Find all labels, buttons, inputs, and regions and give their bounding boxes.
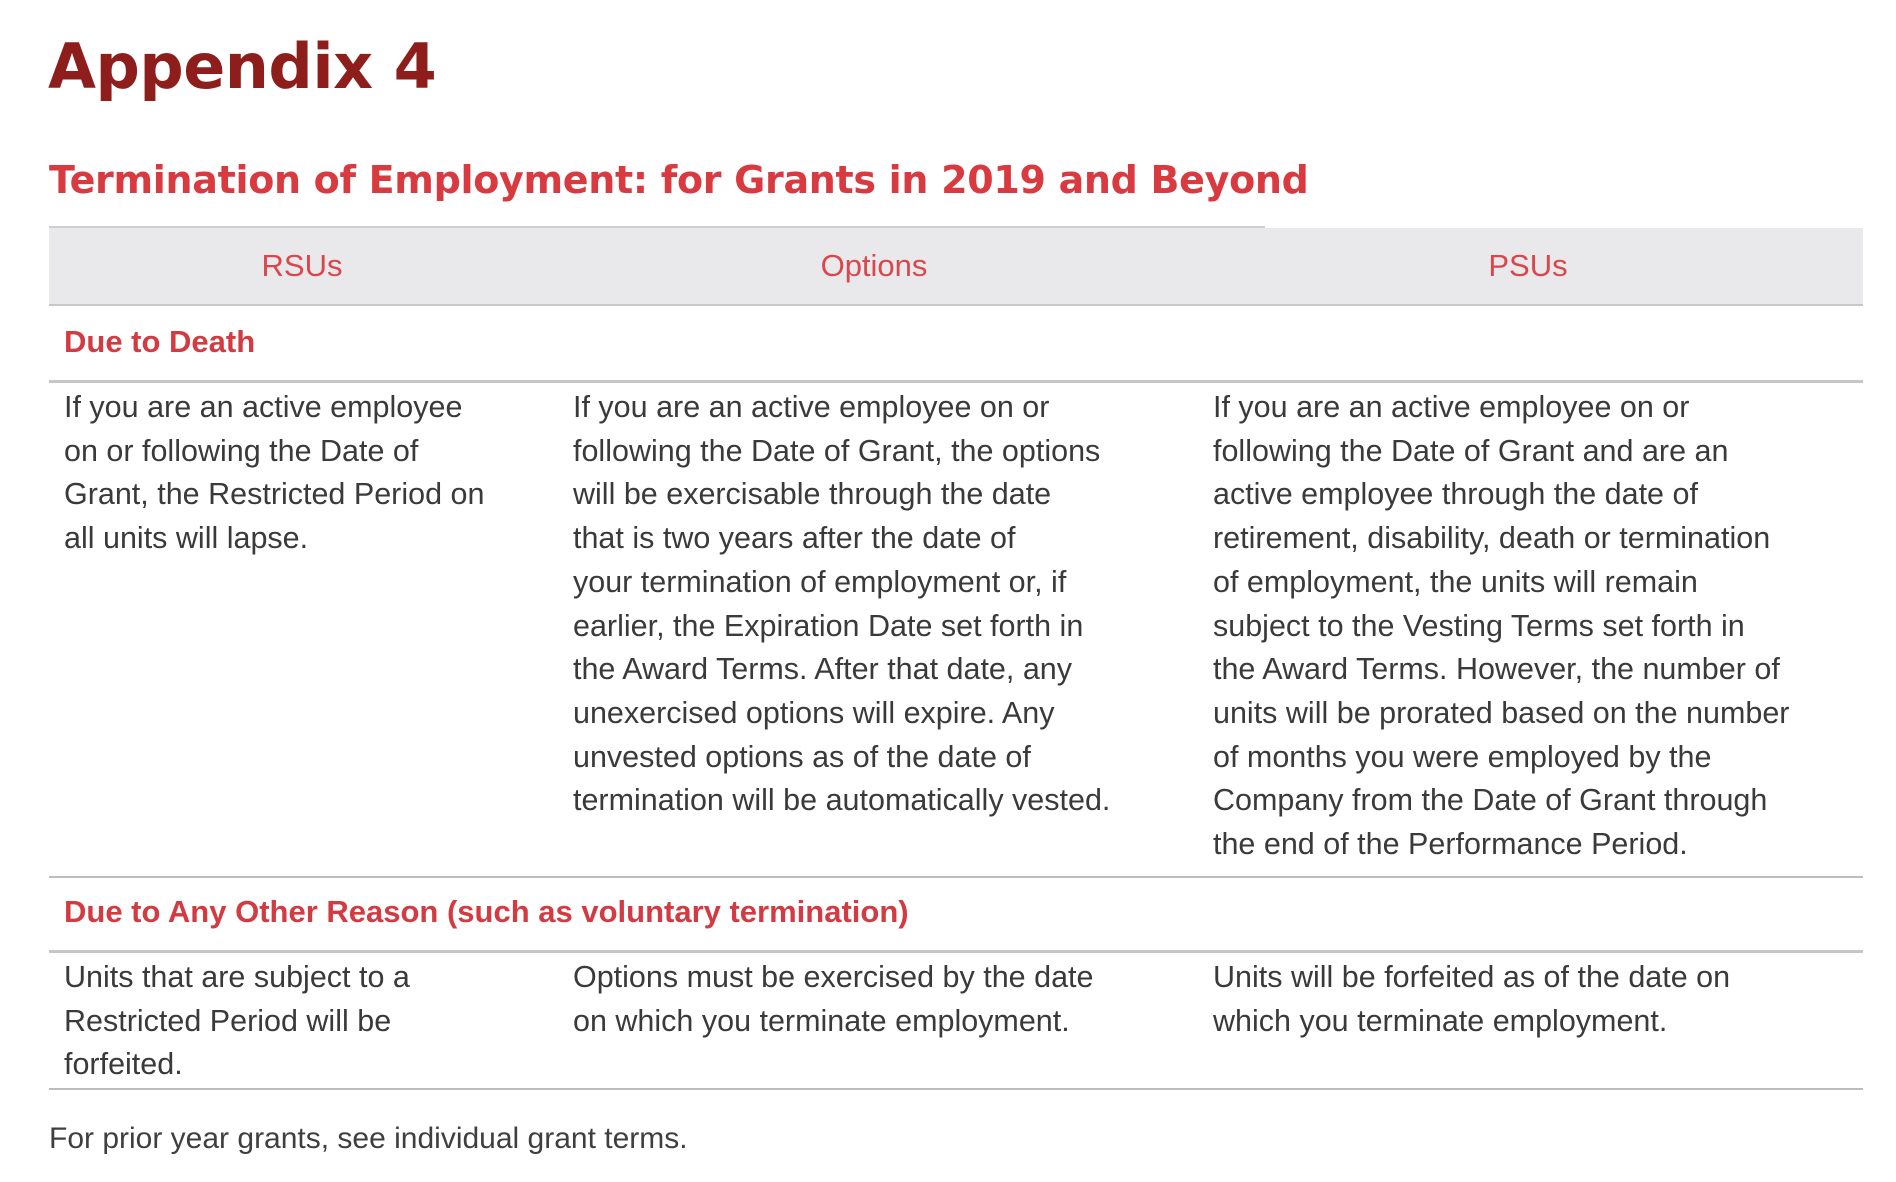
cell-other-options (573, 956, 1093, 1043)
column-header-rsus: RSUs (261, 248, 343, 283)
cell-line: Units will be forfeited as of the date on (1213, 960, 1731, 994)
appendix-title: Appendix 4 (48, 30, 437, 103)
cell-line: following the Date of Grant, the options (573, 433, 1101, 468)
column-header-options: Options (820, 248, 928, 283)
cell-line: Company from the Date of Grant through (1213, 783, 1768, 818)
cell-line: the end of the Performance Period. (1213, 827, 1688, 862)
cell-line: termination will be automatically vested. (573, 783, 1111, 818)
row-divider (49, 380, 1863, 383)
cell-line: on which you terminate employment. (573, 1003, 1070, 1038)
cell-line: forfeited. (64, 1047, 183, 1082)
row-heading-other-reason: Due to Any Other Reason (such as voluntary termination) (64, 894, 909, 929)
cell-line: the Award Terms. After that date, any (573, 652, 1073, 687)
cell-line: of months you were employed by the (1213, 739, 1712, 774)
cell-line: If you are an active employee (64, 390, 463, 424)
cell-death-rsus (64, 386, 484, 561)
section-title: Termination of Employment: for Grants in 2019 and Beyond (49, 158, 1309, 202)
cell-line: your termination of employment or, if (573, 564, 1067, 599)
row-divider (49, 950, 1863, 953)
cell-line: active employee through the date of (1213, 477, 1698, 512)
cell-line: will be exercisable through the date (573, 477, 1052, 512)
cell-line: following the Date of Grant and are an (1213, 433, 1729, 468)
cell-line: earlier, the Expiration Date set forth in (573, 608, 1084, 643)
cell-line: of employment, the units will remain (1213, 564, 1698, 599)
cell-line: Units that are subject to a (64, 960, 410, 994)
cell-line: which you terminate employment. (1213, 1003, 1668, 1038)
cell-line: Grant, the Restricted Period on (64, 477, 485, 512)
cell-other-psus (1213, 956, 1730, 1043)
column-header-row (49, 228, 1863, 306)
cell-line: the Award Terms. However, the number of (1213, 652, 1780, 687)
cell-line: that is two years after the date of (573, 521, 1016, 556)
cell-line: subject to the Vesting Terms set forth in (1213, 608, 1745, 643)
row-divider (49, 876, 1863, 878)
row-heading-death: Due to Death (64, 324, 256, 359)
cell-line: Options must be exercised by the date (573, 960, 1094, 994)
cell-line: on or following the Date of (64, 433, 419, 468)
cell-line: If you are an active employee on or (1213, 390, 1690, 424)
cell-line: retirement, disability, death or termination (1213, 521, 1771, 556)
cell-line: units will be prorated based on the number (1213, 695, 1790, 730)
cell-other-rsus (64, 956, 410, 1087)
footer-note: For prior year grants, see individual grant terms. (49, 1122, 688, 1155)
cell-death-options (573, 386, 1110, 823)
cell-line: unexercised options will expire. Any (573, 695, 1055, 730)
bottom-divider (49, 1088, 1863, 1090)
cell-line: If you are an active employee on or (573, 390, 1050, 424)
cell-death-psus (1213, 386, 1789, 867)
cell-line: Restricted Period will be (64, 1003, 392, 1038)
cell-line: unvested options as of the date of (573, 739, 1031, 774)
cell-line: all units will lapse. (64, 521, 309, 556)
column-header-psus: PSUs (1488, 248, 1568, 283)
